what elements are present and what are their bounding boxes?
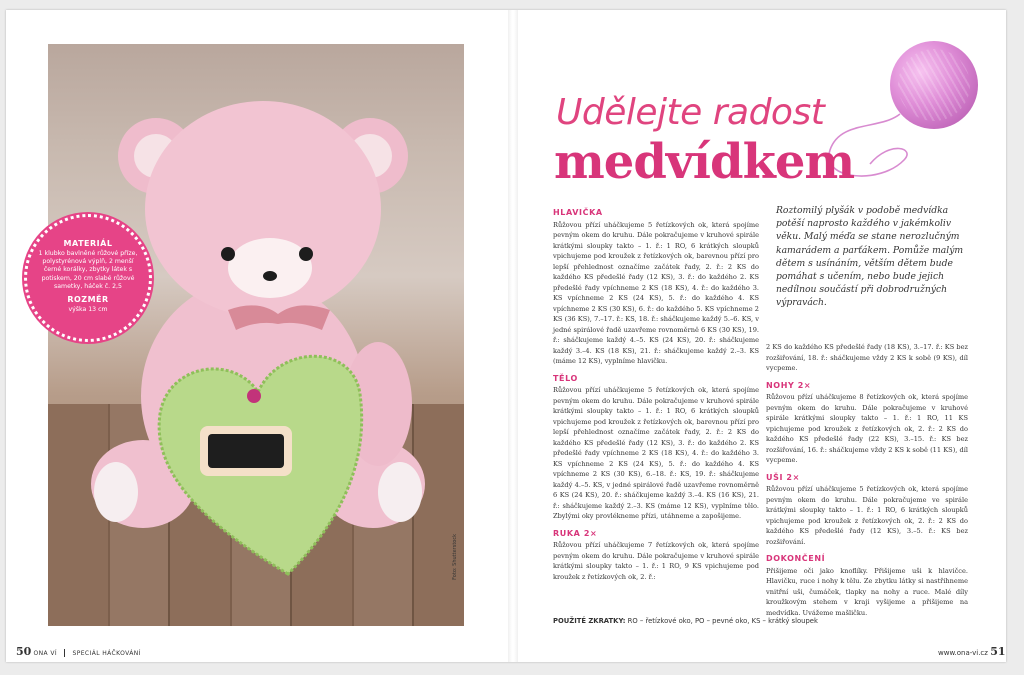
website-url[interactable]: www.ona-vi.cz: [938, 649, 988, 657]
section-text-legs: Růžovou přízí uháčkujeme 8 řetízkových ok, která spojíme pevným okem do kruhu. Dále pokračujeme v kruhové spirále krátkými sloupky takto – 1. ř.: 1 RO, 11 KS vpichujeme pod kroužek z řetízkových ok, 2. ř.: 2 KS do každého KS předešlé řady (22 KS), 3.–15. ř.: KS bez rozšiřování, 16. ř.: sháčkujeme vždy 2 KS k sobě (11 KS), díl vycpeme.: [766, 393, 968, 464]
badge-heading-size: ROZMĚR: [67, 295, 109, 305]
page-number-right: 51: [990, 645, 1006, 658]
title-line-1: Udělejte radost: [556, 92, 825, 133]
abbreviations-text: RO – řetízkové oko, PO – pevné oko, KS – krátký sloupek: [627, 617, 818, 625]
badge-size-text: výška 13 cm: [68, 306, 108, 314]
section-heading-finishing: DOKONČENÍ: [766, 554, 826, 563]
badge-heading-material: MATERIÁL: [63, 239, 113, 248]
footer-left: [16, 645, 141, 658]
section-text-ears: Růžovou přízí uháčkujeme 5 řetízkových ok, která spojíme pevným okem do kruhu. Dále pokračujeme ve spirále krátkými sloupky takto – 1. ř.: 1 RO, 6 krátkých sloupků vpichujeme pod kroužek z řetízkových ok, 2. ř.: 2 KS do každého KS předešlé řady (12 KS), 3.–5. ř.: KS bez rozšiřování.: [766, 485, 968, 546]
abbreviations-label: POUŽITÉ ZKRATKY:: [553, 617, 626, 625]
section-heading-legs: NOHY 2×: [766, 380, 812, 390]
section-text-body: Růžovou přízí uháčkujeme 5 řetízkových ok, která spojíme pevným okem do kruhu. Dále pokračujeme v kruhové spirále krátkými sloupky takto – 1. ř.: 1 RO, 6 krátkých sloupků vpichujeme pod kroužek z řetízkových ok, barevnou přízí pro lepší přehlednost označíme začátek řady, 2. ř.: 2 KS do každého KS předešlé řady (12 KS), 3. ř.: do každého 2. KS předešlé řady vpíchneme 2 KS (18 KS), 4. ř.: do každého 3. KS vpíchneme 2 KS (24 KS), 5. ř.: do každého 4. KS vpíchneme 2 KS (30 KS), 6.–18. ř.: KS, 19. ř.: sháčkujeme každý 4.–5. KS, v jedné spirálové řadě uzavřeme rovnoměrně 6 KS (24 KS), 20. ř.: sháčkujeme každý 3.–4. KS (16 KS), 21. ř.: sháčkujeme každý 2.–3. KS (máme 12 KS), vyplníme tělo. Zbylými oky provlékneme přízi, utáhneme a zapošijeme.: [553, 386, 759, 520]
instructions-column-2: [766, 342, 968, 618]
section-text-arm: Růžovou přízí uháčkujeme 7 řetízkových ok, která spojíme pevným okem do kruhu. Dále pokračujeme v kruhové spirále krátkými sloupky takto – 1. ř.: 1 RO, 9 KS vpichujeme pod kroužek z řetízkových ok, 2. ř.:: [553, 541, 759, 581]
section-text-finishing: Přišijeme oči jako knoflíky. Přišijeme uši k hlavičce. Hlavičku, ruce i nohy k tělu. Ze zbytku látky si nastřihneme vnitřní uši, čumáček, tlapky na nohy a ruce. Malé díly kroužkovým stehem v kraji vyšijeme a přišijeme na medvídka. Uvážeme mašličku.: [766, 566, 968, 617]
lead-paragraph: Roztomilý plyšák v podobě medvídka potěší naprosto každého v jakémkoliv věku. Malý méďa se stane nerozlučným kamarádem a parťákem. Pomůže malým dětem s usínáním, větším dětem bude pomáhat s učením, nebo bude jejich nedílnou součástí při dobrodružných výpravách.: [776, 205, 964, 309]
photo-credit: Foto: Shutterstock: [452, 534, 458, 580]
badge-material-text: 1 klubko bavlněné růžové příze, polystyrénová výplň, 2 menší černé korálky, zbytky látek s potiskem, 20 cm slabé růžové sametky, háček č. 2,5: [38, 250, 138, 290]
section-text-head: Růžovou přízí uháčkujeme 5 řetízkových ok, která spojíme pevným okem do kruhu. Dále pokračujeme v kruhové spirále krátkými sloupky takto – 1. ř.: 1 RO, 6 krátkých sloupků vpichujeme pod kroužek z řetízkových ok, barevnou přízí pro lepší přehlednost označíme začátek řady, 2. ř.: 2 KS do každého KS předešlé řady (12 KS), 3. ř.: do každého 2. KS předešlé řady vpíchneme 2 KS (18 KS), 4. ř.: do každého 3. KS vpíchneme 2 KS (24 KS), 5. ř.: do každého 4. KS vpíchneme 2 KS (30 KS), 6. ř.: do každého 5. KS vpíchneme 2 KS (36 KS), 7.–17. ř.: KS, 18. ř.: sháčkujeme každý 5.–6. KS, v jedné spirálové řadě uzavřeme rovnoměrně 6 KS (30 KS), 19. ř.: sháčkujeme každý 4.–5. KS (24 KS), 20. ř.: sháčkujeme každý 3.–4. KS (18 KS), 21. ř.: sháčkujeme každý 2.–3. KS (máme 12 KS), vyplníme hlavičku.: [553, 220, 759, 365]
page-number-left: 50: [16, 645, 32, 658]
section-text-arm-continued: 2 KS do každého KS předešlé řady (18 KS), 3.–17. ř.: KS bez rozšiřování, 18. ř.: sháčkujeme vždy 2 KS k sobě (9 KS), díl vycpeme.: [766, 343, 968, 372]
magazine-section: SPECIÁL HÁČKOVÁNÍ: [72, 650, 141, 657]
footer-right: [938, 645, 1006, 658]
section-heading-arm: RUKA 2×: [553, 528, 598, 538]
page-gutter: [508, 10, 518, 662]
instructions-column-1: [553, 208, 759, 582]
abbreviations: [553, 617, 818, 625]
section-heading-head: HLAVIČKA: [553, 208, 603, 217]
title-line-2: medvídkem: [554, 134, 855, 190]
section-heading-body: TĚLO: [553, 373, 578, 383]
footer-divider: [64, 649, 65, 657]
magazine-name: ONA VÍ: [33, 650, 58, 657]
section-heading-ears: UŠI 2×: [766, 472, 800, 482]
material-badge: [24, 214, 152, 342]
